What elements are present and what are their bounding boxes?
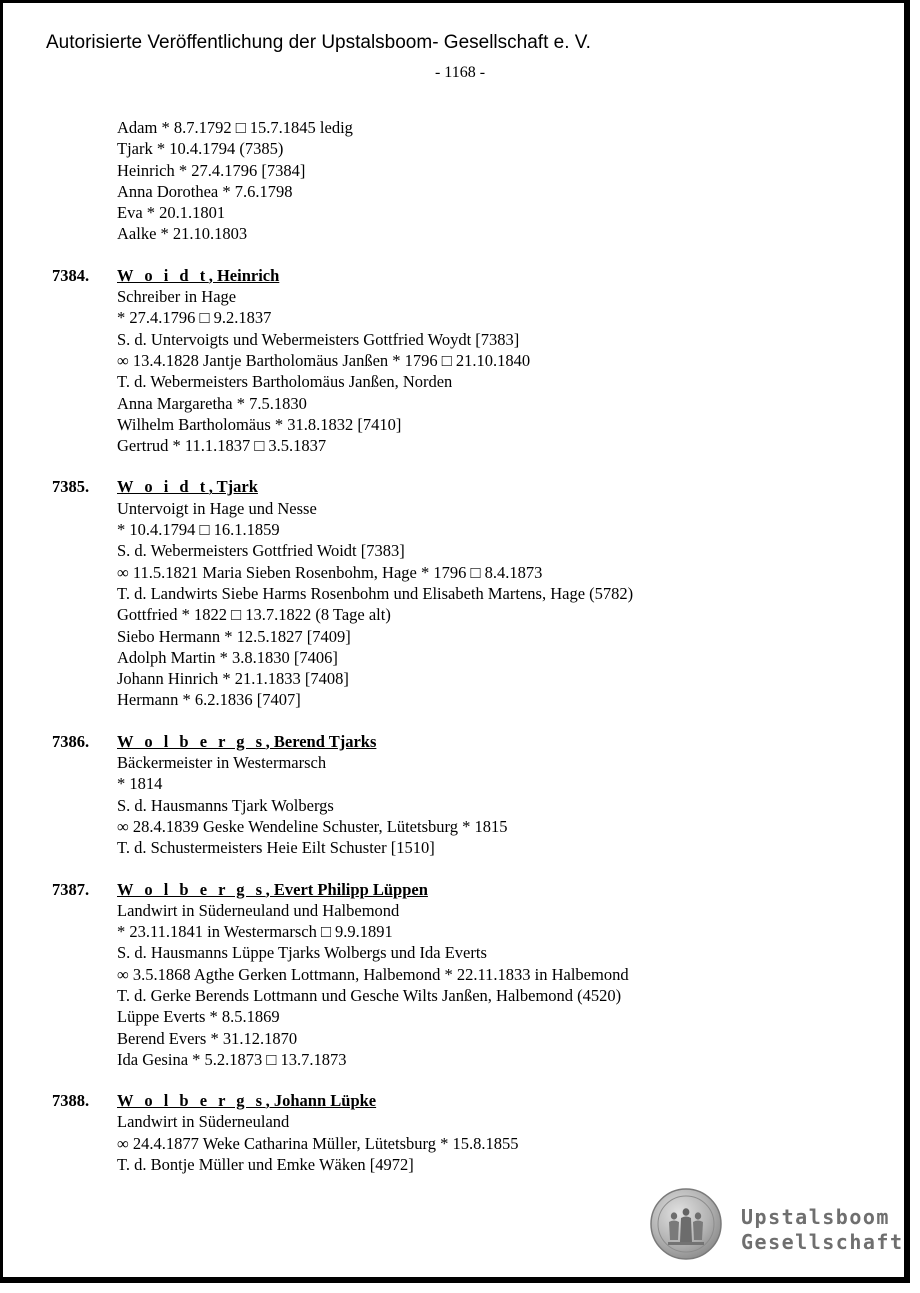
- entry-number: 7387.: [52, 879, 90, 899]
- continuation-block: [0, 117, 910, 245]
- entry-line: Wilhelm Bartholomäus * 31.8.1832 [7410]: [117, 414, 402, 434]
- entry-line: Berend Evers * 31.12.1870: [117, 1028, 298, 1048]
- entry-name: W o l b e r g s, Johann Lüpke: [117, 1091, 377, 1111]
- entry-7385: [0, 476, 910, 710]
- entry-line: Schreiber in Hage: [117, 287, 237, 307]
- entry-line: Siebo Hermann * 12.5.1827 [7409]: [117, 626, 351, 646]
- list-item: Adam * 8.7.1792 □ 15.7.1845 ledig: [117, 118, 353, 137]
- page-number: - 1168 -: [434, 64, 486, 81]
- entry-line: S. d. Webermeisters Gottfried Woidt [7383]: [117, 541, 405, 561]
- entry-number: 7388.: [52, 1091, 90, 1111]
- entry-line: S. d. Hausmanns Lüppe Tjarks Wolbergs und Ida Everts: [117, 943, 487, 963]
- logo-text-line-1: Upstalsboom: [741, 1205, 890, 1229]
- entry-line: ∞ 13.4.1828 Jantje Bartholomäus Janßen * 1796 □ 21.10.1840: [117, 350, 531, 370]
- upstalsboom-seal-icon: [650, 1188, 722, 1260]
- entry-line: T. d. Bontje Müller und Emke Wäken [4972]: [117, 1155, 414, 1175]
- entry-line: Ida Gesina * 5.2.1873 □ 13.7.1873: [117, 1049, 347, 1069]
- entry-line: Untervoigt in Hage und Nesse: [117, 498, 317, 518]
- entry-7386: [0, 731, 910, 859]
- entry-heading: [0, 476, 910, 497]
- entry-name: W o i d t, Heinrich: [117, 265, 280, 285]
- entry-line: T. d. Schustermeisters Heie Eilt Schuster [1510]: [117, 838, 435, 858]
- entry-name: W o l b e r g s, Berend Tjarks: [117, 731, 377, 751]
- list-item: Tjark * 10.4.1794 (7385): [117, 139, 284, 159]
- entry-line: T. d. Gerke Berends Lottmann und Gesche Wilts Janßen, Halbemond (4520): [117, 985, 622, 1005]
- entry-line: Gottfried * 1822 □ 13.7.1822 (8 Tage alt): [117, 605, 391, 625]
- entry-name: W o i d t, Tjark: [117, 477, 258, 497]
- entry-7388: [0, 1090, 910, 1175]
- genealogy-content: [0, 117, 910, 1175]
- entry-line: S. d. Hausmanns Tjark Wolbergs: [117, 795, 334, 815]
- entry-7387: [0, 879, 910, 1071]
- entry-line: ∞ 24.4.1877 Weke Catharina Müller, Lütetsburg * 15.8.1855: [117, 1133, 519, 1153]
- entry-heading: [0, 731, 910, 752]
- entry-number: 7385.: [52, 477, 90, 497]
- entry-line: Landwirt in Süderneuland: [117, 1112, 290, 1132]
- entry-7384: [0, 265, 910, 457]
- entry-line: Landwirt in Süderneuland und Halbemond: [117, 900, 400, 920]
- logo-text-line-2: Gesellschaft: [741, 1230, 904, 1254]
- entry-number: 7384.: [52, 265, 90, 285]
- entry-name: W o l b e r g s, Evert Philipp Lüppen: [117, 879, 428, 899]
- entry-heading: [0, 1090, 910, 1111]
- entry-line: T. d. Landwirts Siebe Harms Rosenbohm und Elisabeth Martens, Hage (5782): [117, 583, 634, 603]
- entry-line: Lüppe Everts * 8.5.1869: [117, 1007, 280, 1027]
- entry-heading: [0, 265, 910, 286]
- entry-line: ∞ 11.5.1821 Maria Sieben Rosenbohm, Hage * 1796 □ 8.4.1873: [117, 562, 543, 582]
- list-item: Aalke * 21.10.1803: [117, 224, 248, 244]
- entry-line: S. d. Untervoigts und Webermeisters Gottfried Woydt [7383]: [117, 329, 520, 349]
- entry-line: ∞ 28.4.1839 Geske Wendeline Schuster, Lütetsburg * 1815: [117, 816, 508, 836]
- entry-line: * 23.11.1841 in Westermarsch □ 9.9.1891: [117, 922, 393, 942]
- entry-line: Gertrud * 11.1.1837 □ 3.5.1837: [117, 436, 327, 456]
- entry-line: * 27.4.1796 □ 9.2.1837: [117, 308, 272, 328]
- list-item: Heinrich * 27.4.1796 [7384]: [117, 160, 306, 180]
- entry-line: Adolph Martin * 3.8.1830 [7406]: [117, 647, 338, 667]
- entry-line: Anna Margaretha * 7.5.1830: [117, 393, 307, 413]
- entry-line: Bäckermeister in Westermarsch: [117, 753, 327, 773]
- entry-line: Hermann * 6.2.1836 [7407]: [117, 690, 301, 710]
- entry-line: * 10.4.1794 □ 16.1.1859: [117, 520, 280, 540]
- entry-line: * 1814: [117, 774, 163, 794]
- list-item: Eva * 20.1.1801: [117, 203, 226, 223]
- list-item: Anna Dorothea * 7.6.1798: [117, 181, 293, 201]
- entry-line: Johann Hinrich * 21.1.1833 [7408]: [117, 669, 349, 689]
- entry-number: 7386.: [52, 731, 90, 751]
- society-logo: [650, 1188, 904, 1268]
- header-title: Autorisierte Veröffentlichung der Upstalsboom- Gesellschaft e. V.: [46, 32, 591, 53]
- entry-heading: [0, 879, 910, 900]
- entry-line: T. d. Webermeisters Bartholomäus Janßen, Norden: [117, 372, 453, 392]
- entry-line: ∞ 3.5.1868 Agthe Gerken Lottmann, Halbemond * 22.11.1833 in Halbemond: [117, 964, 629, 984]
